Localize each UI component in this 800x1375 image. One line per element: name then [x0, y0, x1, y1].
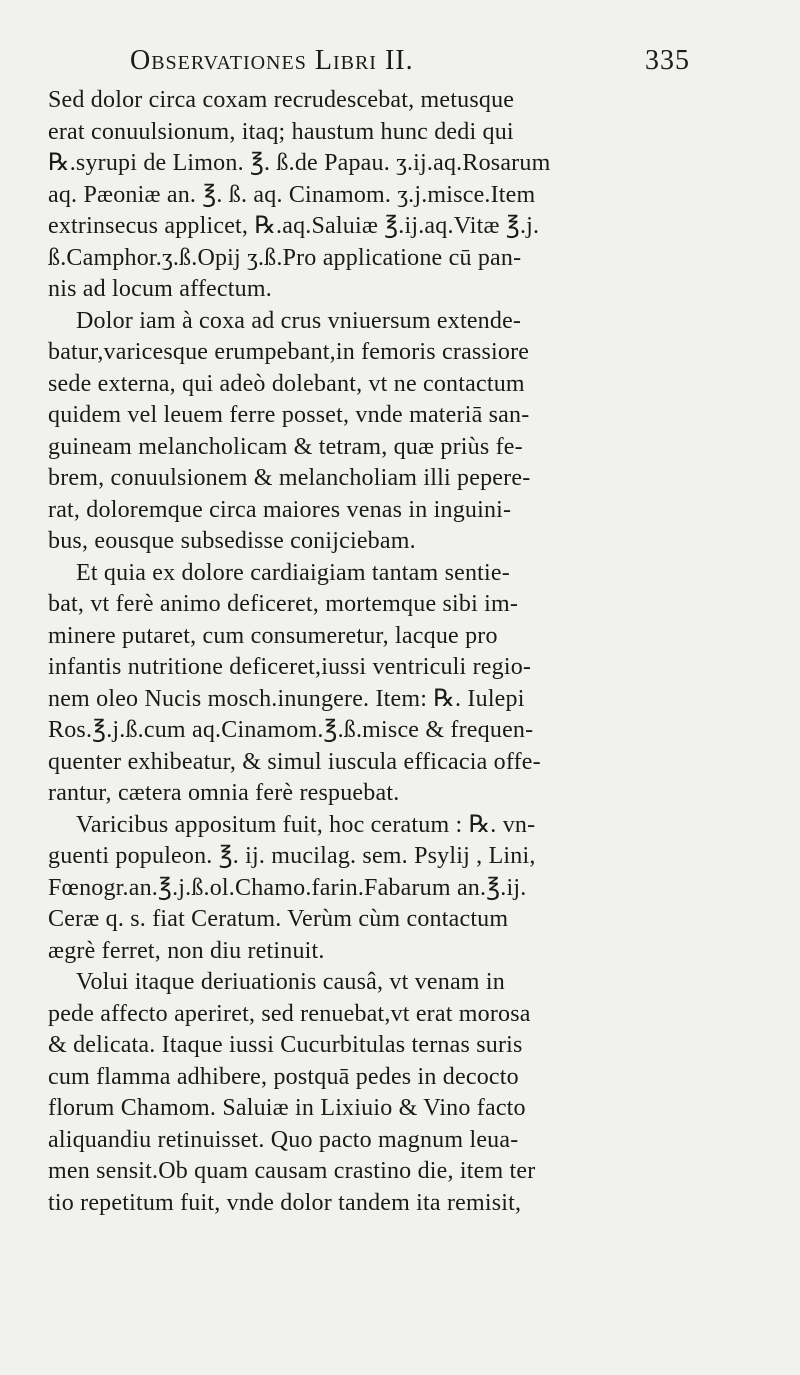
- text-line: nem oleo Nucis mosch.inungere. Item: ℞. Iulepi: [48, 685, 525, 712]
- text-line: Ceræ q. s. fiat Ceratum. Verùm cùm contactum: [48, 906, 509, 932]
- text-line: aliquandiu retinuisset. Quo pacto magnum leua-: [48, 1126, 519, 1153]
- page-number: 335: [645, 45, 690, 76]
- text-line: & delicata. Itaque iussi Cucurbitulas ternas suris: [48, 1032, 523, 1058]
- paragraph: [48, 306, 688, 558]
- text-line: quidem vel leuem ferre posset, vnde materiā san-: [48, 402, 530, 428]
- text-line: men sensit.Ob quam causam crastino die, item ter: [48, 1158, 536, 1184]
- text-line: erat conuulsionum, itaq; haustum hunc dedi qui: [48, 118, 514, 145]
- text-line: nis ad locum affectum.: [48, 276, 272, 302]
- text-line: quenter exhibeatur, & simul iuscula efficacia offe-: [48, 748, 541, 775]
- text-line: extrinsecus applicet, ℞.aq.Saluiæ ℥.ij.aq.Vitæ ℥.j.: [48, 213, 540, 239]
- text-line: Et quia ex dolore cardiaigiam tantam sentie-: [76, 559, 510, 586]
- text-line: aq. Pæoniæ an. ℥. ß. aq. Cinamom. ʒ.j.misce.Item: [48, 181, 536, 208]
- paragraph: [48, 967, 688, 1219]
- text-line: guenti populeon. ℥. ij. mucilag. sem. Psylij , Lini,: [48, 843, 536, 869]
- text-line: Volui itaque deriuationis causâ, vt venam in: [76, 969, 505, 995]
- paragraph: [48, 810, 688, 968]
- text-line: ß.Camphor.ʒ.ß.Opij ʒ.ß.Pro applicatione cū pan-: [48, 244, 522, 271]
- text-line: Fœnogr.an.℥.j.ß.ol.Chamo.farin.Fabarum an.℥.ij.: [48, 874, 527, 901]
- text-line: tio repetitum fuit, vnde dolor tandem ita remisit,: [48, 1189, 522, 1216]
- text-line: sede externa, qui adeò dolebant, vt ne contactum: [48, 370, 525, 397]
- body-text: [48, 85, 688, 1219]
- text-line: bat, vt ferè animo deficeret, mortemque sibi im-: [48, 591, 519, 617]
- text-line: infantis nutritione deficeret,iussi ventriculi regio-: [48, 654, 532, 680]
- text-line: cum flamma adhibere, postquā pedes in decocto: [48, 1063, 519, 1090]
- text-line: Varicibus appositum fuit, hoc ceratum : ℞. vn-: [76, 811, 536, 838]
- page-title: Observationes Libri II.: [130, 45, 414, 76]
- text-line: brem, conuulsionem & melancholiam illi pepere-: [48, 465, 531, 491]
- paragraph: [48, 85, 688, 306]
- text-line: florum Chamom. Saluiæ in Lixiuio & Vino facto: [48, 1095, 526, 1121]
- text-line: Sed dolor circa coxam recrudescebat, metusque: [48, 87, 515, 113]
- text-line: rat, doloremque circa maiores venas in inguini-: [48, 496, 512, 523]
- text-line: ægrè ferret, non diu retinuit.: [48, 937, 325, 964]
- text-line: minere putaret, cum consumeretur, lacque pro: [48, 622, 498, 649]
- text-line: bus, eousque subsedisse conijciebam.: [48, 528, 416, 554]
- text-line: guineam melancholicam & tetram, quæ priùs fe-: [48, 433, 523, 460]
- text-line: pede affecto aperiret, sed renuebat,vt erat morosa: [48, 1000, 531, 1027]
- text-line: Ros.℥.j.ß.cum aq.Cinamom.℥.ß.misce & frequen-: [48, 717, 534, 743]
- text-line: Dolor iam à coxa ad crus vniuersum extende-: [76, 307, 522, 334]
- text-line: batur,varicesque erumpebant,in femoris crassiore: [48, 339, 530, 365]
- paragraph: [48, 558, 688, 810]
- text-line: ℞.syrupi de Limon. ℥. ß.de Papau. ʒ.ij.aq.Rosarum: [48, 150, 551, 176]
- text-line: rantur, cætera omnia ferè respuebat.: [48, 780, 400, 806]
